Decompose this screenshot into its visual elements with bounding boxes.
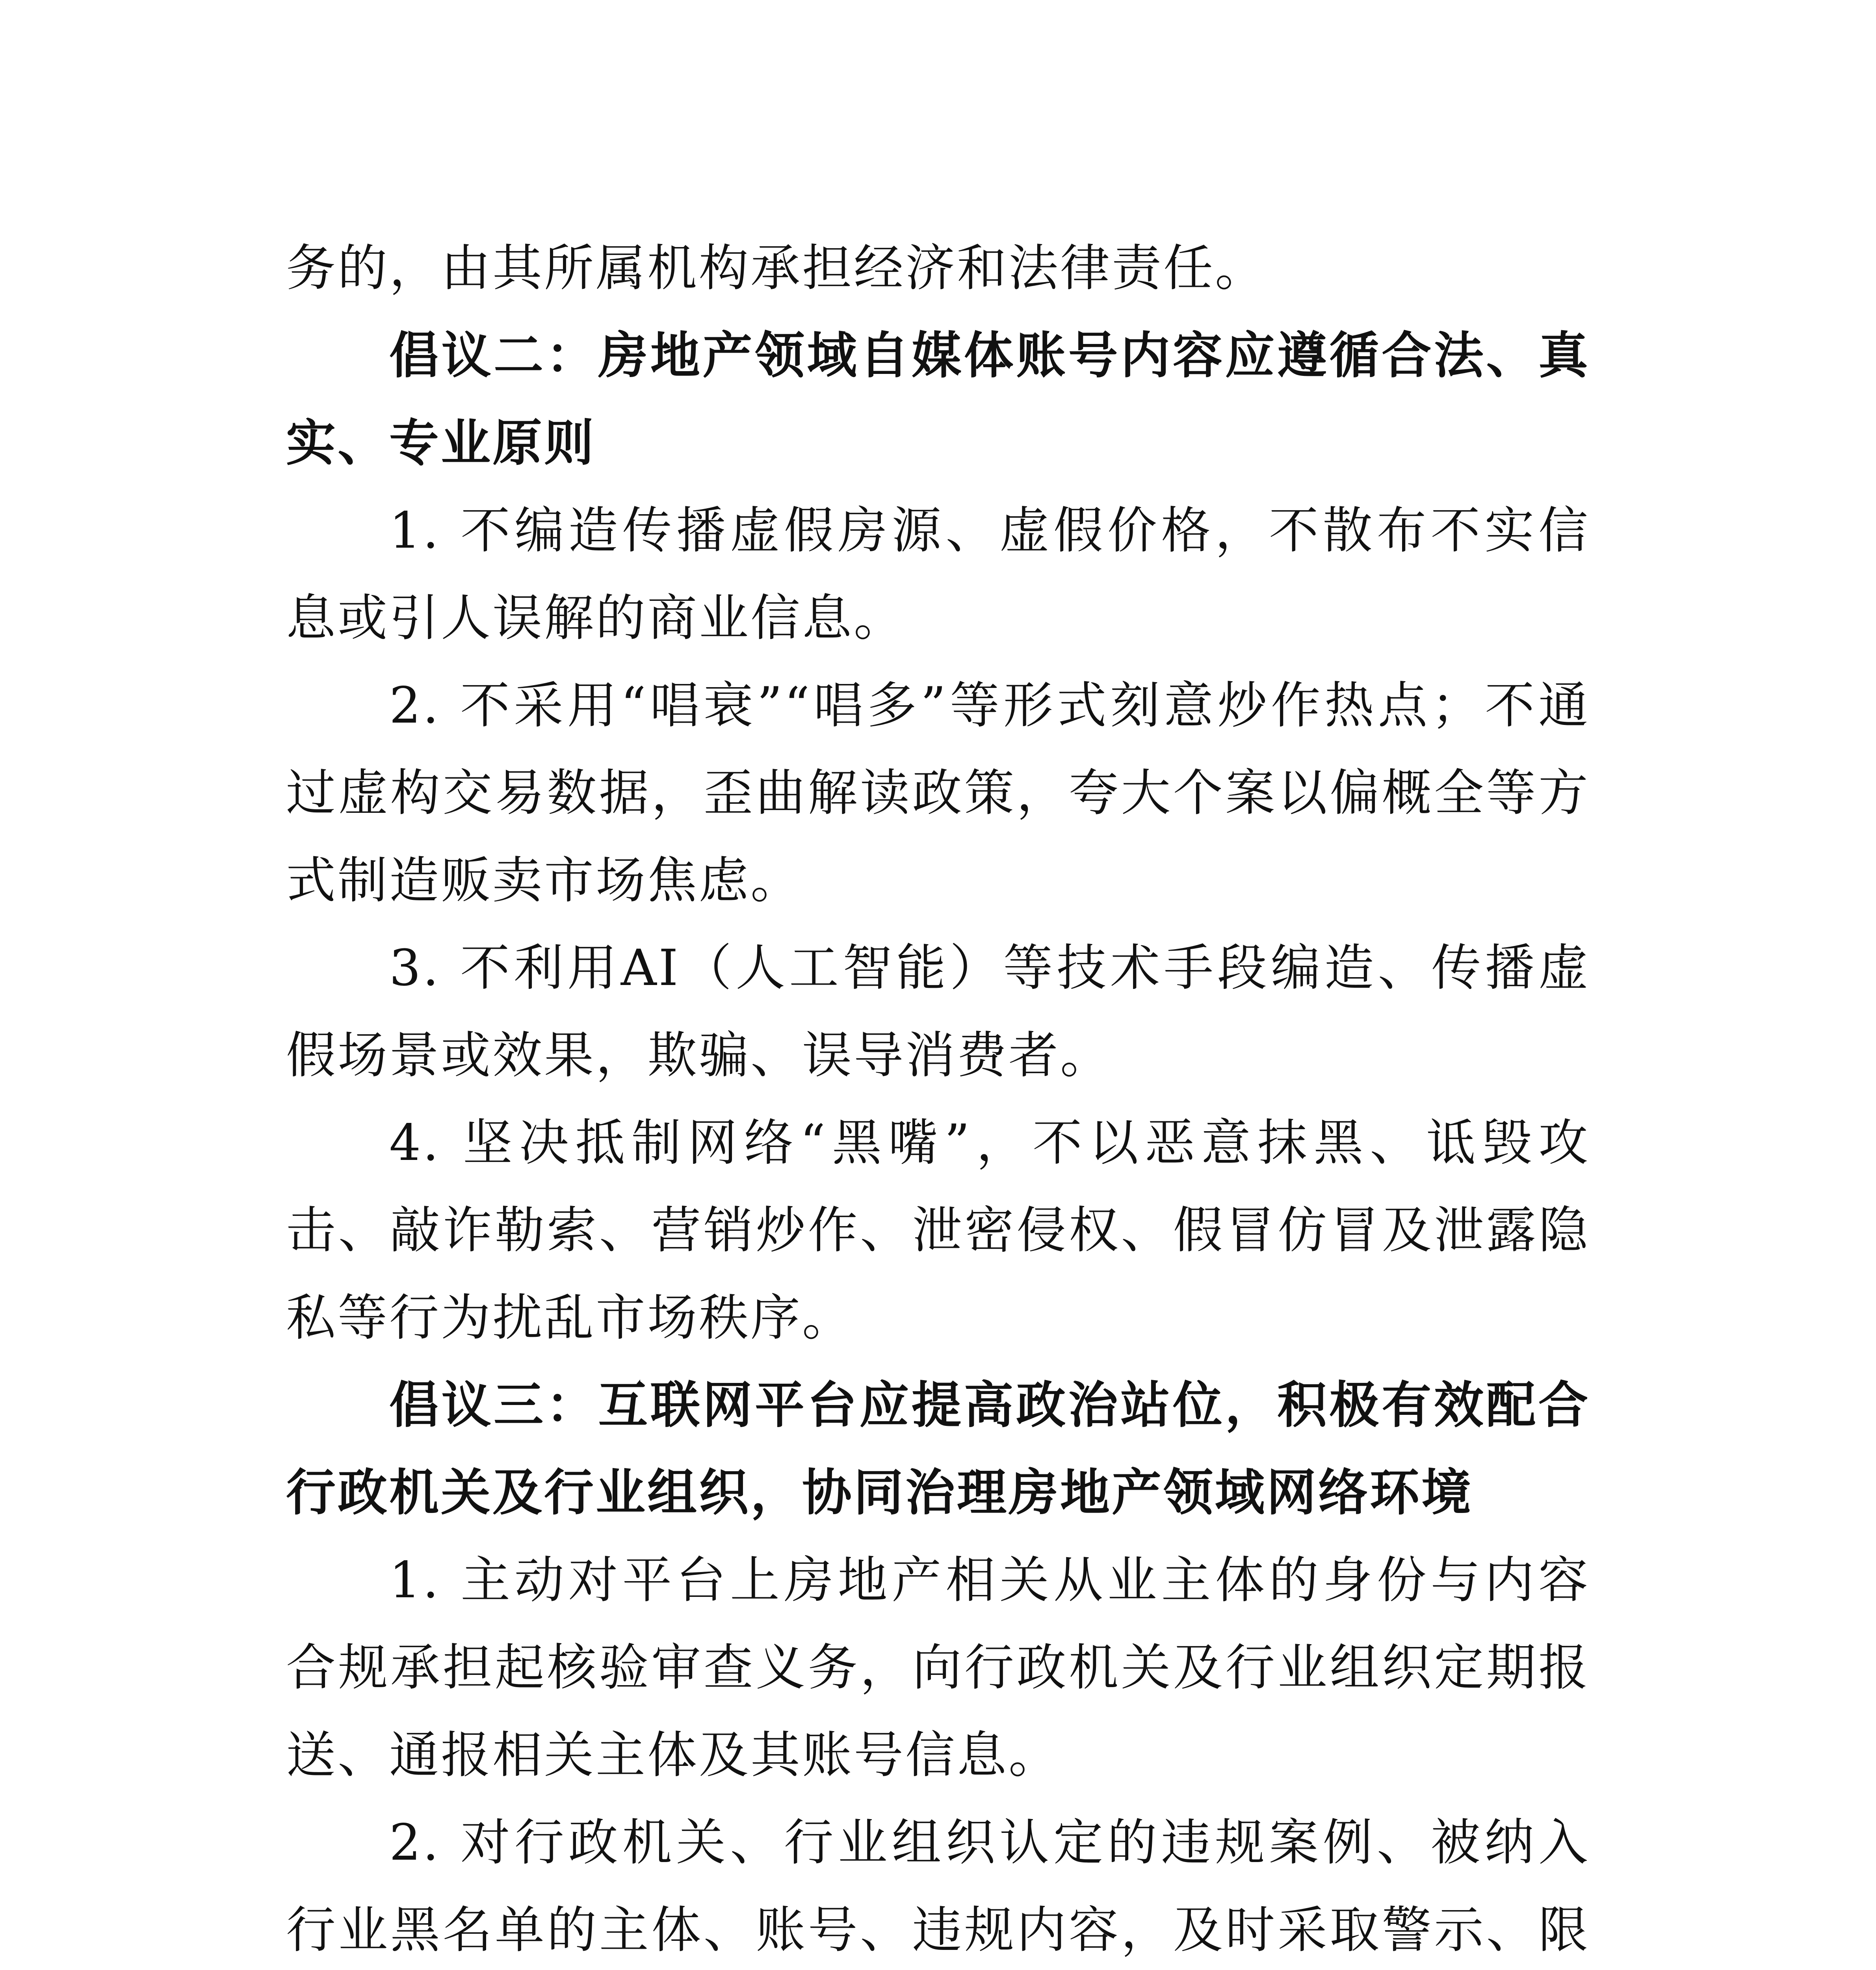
proposal-two-heading: 倡议二：房地产领域自媒体账号内容应遵循合法、真实、专业原则 — [286, 327, 1590, 472]
proposal-three-item-1: 1. 主动对平台上房地产相关从业主体的身份与内容合规承担起核验审查义务，向行政机关及行业组织定期报送、通报相关主体及其账号信息。 — [286, 1551, 1590, 1784]
proposal-three-heading: 倡议三：互联网平台应提高政治站位，积极有效配合行政机关及行业组织，协同治理房地产领域网络环境 — [286, 1376, 1590, 1522]
proposal-three-item-2: 2. 对行政机关、行业组织认定的违规案例、被纳入行业黑名单的主体、账号、违规内容，及时采取警示、限 — [286, 1814, 1590, 1959]
paragraph-continuation: 务的，由其所属机构承担经济和法律责任。 — [286, 239, 1267, 297]
proposal-two-item-1: 1. 不编造传播虚假房源、虚假价格，不散布不实信息或引人误解的商业信息。 — [286, 502, 1590, 647]
proposal-two-item-2: 2. 不采用“唱衰”“唱多”等形式刻意炒作热点；不通过虚构交易数据，歪曲解读政策，夸大个案以偏概全等方式制造贩卖市场焦虑。 — [286, 676, 1590, 909]
proposal-two-item-4: 4. 坚决抵制网络“黑嘴”，不以恶意抹黑、诋毁攻击、敲诈勒索、营销炒作、泄密侵权、假冒仿冒及泄露隐私等行为扰乱市场秩序。 — [286, 1114, 1590, 1347]
document-body — [286, 225, 1590, 1970]
proposal-two-item-3: 3. 不利用AI（人工智能）等技术手段编造、传播虚假场景或效果，欺骗、误导消费者。 — [286, 939, 1590, 1084]
